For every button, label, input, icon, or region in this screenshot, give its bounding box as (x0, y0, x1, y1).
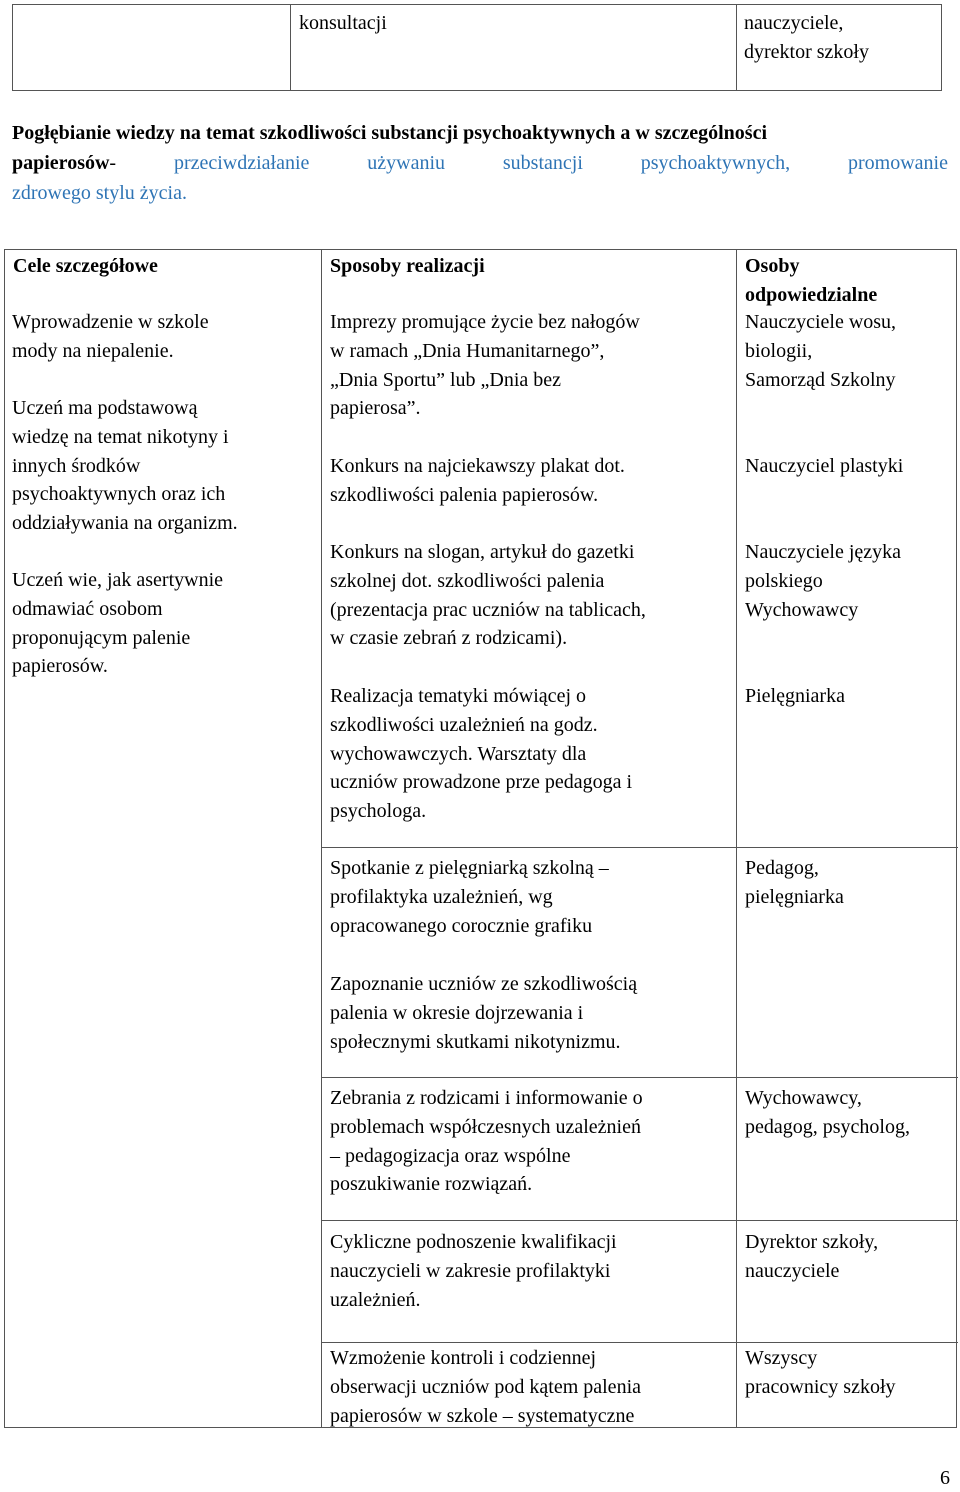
goal-text-line: papierosów. (12, 655, 108, 678)
persons-text-line: Samorząd Szkolny (745, 368, 896, 391)
persons-text-line: Pedagog, (745, 857, 819, 879)
header-persons (745, 252, 877, 310)
goal-text-line: oddziaływania na organizm. (12, 512, 238, 535)
method-text-line: problemach współczesnych uzależnień (330, 1115, 641, 1138)
method-text-line: uczniów prowadzone prze pedagoga i (330, 771, 633, 794)
heading-line-bold: Pogłębianie wiedzy na temat szkodliwości substancji psychoaktywnych a w szczególności (12, 122, 767, 144)
method-text-line: psychologa. (330, 800, 427, 823)
top-table-persons-line: nauczyciele, (744, 12, 844, 34)
method-text-line: – pedagogizacja oraz wspólne (330, 1144, 571, 1167)
row-divider (321, 1077, 958, 1078)
method-text-line: Spotkanie z pielęgniarką szkolną – (330, 857, 609, 879)
persons-text-line: Wychowawcy, (745, 1087, 862, 1109)
method-text-line: w czasie zebrań z rodzicami). (330, 627, 568, 650)
top-table-persons-line: dyrektor szkoły (744, 41, 869, 63)
persons-text-line: pedagog, psycholog, (745, 1115, 910, 1138)
persons-text-line: polskiego (745, 569, 823, 592)
persons-text-line: Dyrektor szkoły, (745, 1231, 879, 1253)
persons-text-line: pracownicy szkoły (745, 1375, 896, 1398)
persons-text-line: biologii, (745, 339, 813, 362)
row-divider (321, 847, 958, 848)
method-text-line: Zapoznanie uczniów ze szkodliwością (330, 973, 638, 995)
method-text-line: uzależnień. (330, 1288, 421, 1311)
method-text-line: palenia w okresie dojrzewania i (330, 1001, 584, 1024)
goal-text-line: odmawiać osobom (12, 597, 163, 620)
method-text-line: Cykliczne podnoszenie kwalifikacji (330, 1231, 617, 1253)
method-text-line: w ramach „Dnia Humanitarnego”, (330, 339, 605, 362)
method-text-line: (prezentacja prac uczniów na tablicach, (330, 598, 646, 621)
row-divider (321, 1342, 958, 1343)
header-methods: Sposoby realizacji (330, 255, 485, 277)
goal-text-line: Uczeń ma podstawową (12, 397, 198, 419)
method-text-line: szkodliwości uzależnień na godz. (330, 713, 598, 736)
goals-table (4, 249, 957, 1428)
goal-text-line: Uczeń wie, jak asertywnie (12, 569, 224, 591)
header-goals: Cele szczegółowe (13, 255, 158, 277)
top-table-fragment (12, 4, 942, 91)
method-text-line: nauczycieli w zakresie profilaktyki (330, 1259, 611, 1282)
row-divider (321, 1220, 958, 1221)
heading-line-mixed (12, 148, 948, 178)
goal-text-line: Wprowadzenie w szkole (12, 311, 209, 333)
goal-text-line: mody na niepalenie. (12, 339, 174, 362)
method-text-line: Zebrania z rodzicami i informowanie o (330, 1087, 643, 1109)
method-text-line: obserwacji uczniów pod kątem palenia (330, 1375, 641, 1398)
method-text-line: Wzmożenie kontroli i codziennej (330, 1347, 597, 1369)
page-number: 6 (940, 1467, 950, 1489)
method-text-line: opracowanego corocznie grafiku (330, 914, 593, 937)
method-text-line: profilaktyka uzależnień, wg (330, 885, 553, 908)
heading-bold-word: papierosów (12, 152, 110, 174)
method-text-line: szkodliwości palenia papierosów. (330, 483, 599, 506)
header-persons-line: odpowiedzialne (745, 283, 878, 306)
persons-text-line: Wszyscy (745, 1347, 818, 1369)
goal-text-line: psychoaktywnych oraz ich (12, 483, 226, 506)
section-heading (12, 118, 948, 208)
persons-text-line: pielęgniarka (745, 885, 844, 908)
method-text-line: Konkurs na slogan, artykuł do gazetki (330, 541, 635, 563)
header-persons-line: Osoby (745, 255, 800, 277)
method-text-line: Imprezy promujące życie bez nałogów (330, 311, 640, 333)
top-table-cell-empty (13, 5, 291, 90)
top-table-cell-method: konsultacji (291, 5, 737, 90)
heading-blue-text: przeciwdziałanie używaniu substancji psychoaktywnych, promowanie (173, 152, 948, 174)
goal-text-line: wiedzę na temat nikotyny i (12, 425, 229, 448)
method-text-line: społecznymi skutkami nikotynizmu. (330, 1030, 621, 1053)
method-text-line: Realizacja tematyki mówiącej o (330, 685, 586, 707)
persons-text-line: Nauczyciel plastyki (745, 455, 904, 477)
persons-text-line: Nauczyciele wosu, (745, 311, 897, 333)
heading-dash: - (109, 152, 117, 174)
method-text-line: papierosa”. (330, 397, 421, 420)
persons-text-line: Pielęgniarka (745, 685, 845, 707)
method-text-line: papierosów w szkole – systematyczne (330, 1404, 635, 1427)
method-text-line: poszukiwanie rozwiązań. (330, 1173, 533, 1196)
method-text-line: „Dnia Sportu” lub „Dnia bez (330, 368, 562, 391)
persons-text-line: Nauczyciele języka (745, 541, 902, 563)
top-table-cell-persons (737, 5, 941, 90)
method-text-line: wychowawczych. Warsztaty dla (330, 742, 587, 765)
heading-blue-line: zdrowego stylu życia. (12, 182, 187, 204)
column-divider (321, 250, 322, 1427)
method-text-line: Konkurs na najciekawszy plakat dot. (330, 455, 625, 477)
method-text-line: szkolnej dot. szkodliwości palenia (330, 569, 605, 592)
column-divider (736, 250, 737, 1427)
goal-text-line: proponującym palenie (12, 626, 191, 649)
persons-text-line: Wychowawcy (745, 598, 859, 621)
persons-text-line: nauczyciele (745, 1259, 840, 1282)
goal-text-line: innych środków (12, 454, 141, 477)
